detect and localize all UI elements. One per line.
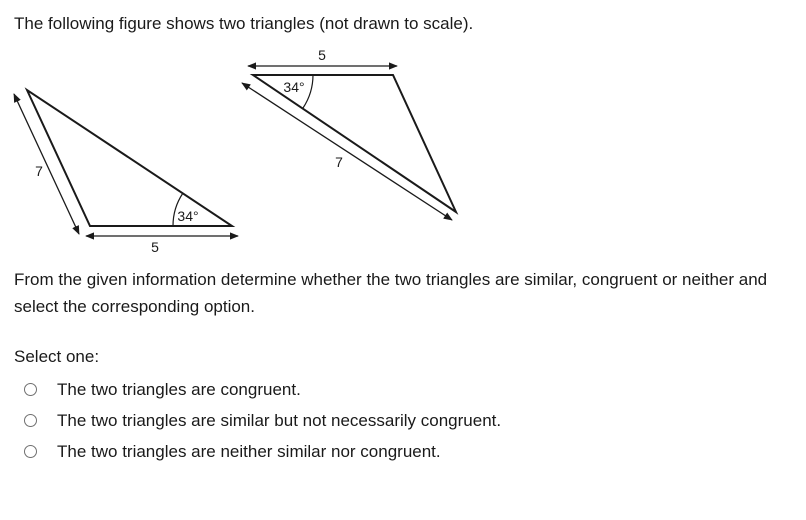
right-triangle — [242, 47, 456, 220]
right-side-label: 7 — [335, 154, 343, 170]
answer-option-similar[interactable] — [24, 405, 501, 436]
left-side-dimension-arrow — [14, 94, 79, 234]
left-angle-label: 34° — [177, 208, 199, 224]
radio-button-icon[interactable] — [24, 414, 37, 427]
right-angle-label: 34° — [283, 79, 305, 95]
answer-option-label[interactable]: The two triangles are congruent. — [57, 379, 301, 399]
radio-button-icon[interactable] — [24, 445, 37, 458]
left-triangle — [14, 90, 238, 255]
select-one-label: Select one: — [14, 347, 100, 366]
answer-option-neither[interactable] — [24, 436, 501, 467]
right-triangle-shape — [253, 75, 456, 212]
answer-option-label[interactable]: The two triangles are neither similar nor congruent. — [57, 441, 441, 461]
question-text: From the given information determine whether the two triangles are similar, congruent or neither and select the corresponding option. — [14, 270, 768, 316]
left-triangle-shape — [27, 90, 232, 226]
left-base-label: 5 — [151, 239, 159, 255]
intro-text: The following figure shows two triangles (not drawn to scale). — [14, 14, 474, 33]
answer-option-congruent[interactable] — [24, 374, 501, 405]
answer-options — [24, 374, 501, 467]
right-top-label: 5 — [318, 47, 326, 63]
right-side-dimension-arrow — [242, 83, 452, 220]
left-side-label: 7 — [35, 163, 43, 179]
radio-button-icon[interactable] — [24, 383, 37, 396]
answer-option-label[interactable]: The two triangles are similar but not necessarily congruent. — [57, 410, 502, 430]
